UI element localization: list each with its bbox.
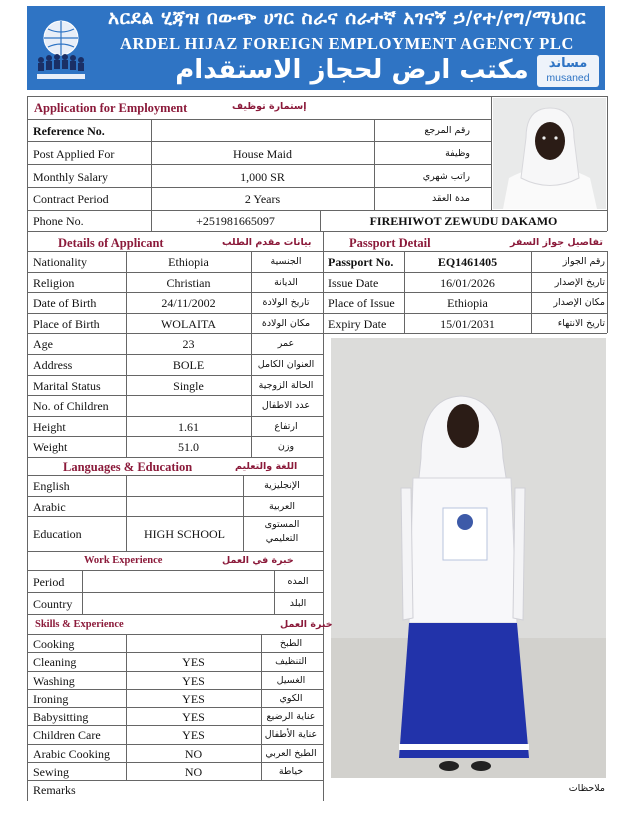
- agency-globe-logo-icon: [33, 14, 89, 82]
- skill-row-label-arabic: الطبخ: [279, 638, 303, 649]
- applicant-row-value: 24/11/2002: [161, 296, 216, 310]
- rule: [323, 313, 607, 314]
- contract-label: Contract Period: [33, 192, 109, 206]
- applicant-row-label: Place of Birth: [33, 317, 100, 331]
- education-value: HIGH SCHOOL: [144, 527, 225, 541]
- passport-section-title-arabic: تفاصيل جواز السفر: [510, 237, 603, 248]
- rule: [27, 689, 323, 690]
- passport-row-value: EQ1461405: [437, 255, 498, 269]
- rule: [27, 333, 323, 334]
- rule: [27, 762, 323, 763]
- applicant-row-label: No. of Children: [33, 399, 109, 413]
- arabic-label: Arabic: [33, 500, 66, 514]
- rule: [27, 475, 323, 476]
- rule: [27, 292, 323, 293]
- applicant-row-label: Religion: [33, 276, 75, 290]
- skill-row-value: YES: [182, 710, 205, 724]
- passport-row-label: Place of Issue: [328, 296, 395, 310]
- passport-row-value: Ethiopia: [447, 296, 488, 310]
- applicant-row-label-arabic: عدد الاطفال: [261, 400, 311, 411]
- education-label-arabic: المستوى: [264, 519, 300, 530]
- applicant-row-label: Date of Birth: [33, 296, 97, 310]
- rule: [27, 354, 323, 355]
- rule: [27, 231, 607, 232]
- country-label: Country: [33, 597, 73, 611]
- rule: [27, 671, 323, 672]
- rule: [27, 725, 323, 726]
- languages-section-title-arabic: اللغة والتعليم: [235, 461, 298, 472]
- applicant-row-label-arabic: الجنسية: [270, 256, 302, 267]
- applicant-row-value: Christian: [166, 276, 211, 290]
- skill-row-value: YES: [182, 728, 205, 742]
- skill-row-label-arabic: التنظيف: [275, 656, 307, 667]
- applicant-row-value: 51.0: [178, 440, 199, 454]
- post-label: Post Applied For: [33, 147, 115, 161]
- rule: [27, 496, 323, 497]
- skill-row-label-arabic: عناية الأطفال: [264, 729, 318, 740]
- passport-row-value: 16/01/2026: [440, 276, 495, 290]
- rule: [27, 457, 323, 458]
- applicant-row-label-arabic: الديانة: [274, 277, 298, 288]
- skill-row-label: Cleaning: [33, 655, 77, 669]
- applicant-row-value: 23: [182, 337, 195, 351]
- rule: [323, 272, 607, 273]
- post-value: House Maid: [233, 147, 292, 161]
- rule: [27, 744, 323, 745]
- rule: [323, 251, 607, 252]
- musaned-logo: [537, 55, 599, 87]
- applicant-full-body-photo: [331, 338, 606, 778]
- applicant-full-name: FIREHIWOT ZEWUDU DAKAMO: [369, 214, 558, 228]
- rule: [27, 780, 323, 781]
- skill-row-label: Sewing: [33, 765, 69, 779]
- passport-row-label-arabic: تاريخ الإصدار: [554, 277, 605, 288]
- remarks-label: Remarks: [33, 783, 76, 797]
- rule: [491, 96, 607, 97]
- applicant-row-label-arabic: تاريخ الولادة: [262, 297, 310, 308]
- rule: [27, 187, 491, 188]
- applicant-row-label: Address: [33, 358, 73, 372]
- skill-row-label-arabic: خياطة: [278, 766, 304, 777]
- languages-section-title: Languages & Education: [63, 460, 193, 474]
- skill-row-label-arabic: الكوي: [279, 693, 303, 704]
- education-label-arabic-line2: التعليمي: [265, 533, 299, 544]
- musaned-logo-english: musaned: [546, 72, 590, 84]
- application-title: Application for Employment: [34, 101, 188, 115]
- rule: [27, 416, 323, 417]
- agency-name-arabic: مكتب ارض لحجاز الاستقدام: [175, 55, 529, 85]
- applicant-row-label: Height: [33, 420, 66, 434]
- rule: [27, 551, 323, 552]
- skill-row-label-arabic: الطبخ العربي: [265, 748, 317, 759]
- skill-row-label: Ironing: [33, 692, 69, 706]
- passport-row-label-arabic: تاريخ الانتهاء: [557, 318, 605, 329]
- applicant-row-label-arabic: وزن: [277, 441, 295, 452]
- salary-label: Monthly Salary: [33, 170, 108, 184]
- applicant-row-label-arabic: ارتفاع: [274, 421, 298, 432]
- applicant-section-title: Details of Applicant: [58, 236, 164, 250]
- skill-row-value: YES: [182, 692, 205, 706]
- rule: [27, 313, 323, 314]
- phone-value: +251981665097: [196, 214, 275, 228]
- skill-row-label: Children Care: [33, 728, 101, 742]
- rule: [27, 119, 491, 120]
- period-label: Period: [33, 575, 65, 589]
- skill-row-value: YES: [182, 674, 205, 688]
- passport-section-title: Passport Detail: [349, 236, 431, 250]
- rule: [27, 210, 607, 211]
- rule: [27, 164, 491, 165]
- contract-label-arabic: مدة العقد: [432, 193, 470, 204]
- applicant-row-value: Single: [173, 379, 204, 393]
- rule: [27, 251, 323, 252]
- rule: [27, 141, 491, 142]
- applicant-row-label-arabic: الحالة الزوجية: [258, 380, 314, 391]
- passport-row-label: Expiry Date: [328, 317, 387, 331]
- applicant-row-label: Nationality: [33, 255, 87, 269]
- skill-row-label: Babysitting: [33, 710, 89, 724]
- rule: [27, 436, 323, 437]
- skill-row-label: Washing: [33, 674, 75, 688]
- experience-section-title: Work Experience: [84, 555, 163, 566]
- period-label-arabic: المده: [287, 576, 309, 587]
- skill-row-label: Cooking: [33, 637, 75, 651]
- rule: [27, 570, 323, 571]
- applicant-row-label: Weight: [33, 440, 68, 454]
- rule: [27, 652, 323, 653]
- english-label: English: [33, 479, 70, 493]
- skill-row-label-arabic: الغسيل: [276, 675, 306, 686]
- agency-header-banner: [27, 6, 605, 90]
- rule: [27, 614, 323, 615]
- experience-section-title-arabic: خبرة في العمل: [222, 555, 294, 566]
- agency-name-amharic: አርደል ሂጃዝ በውጭ ሀገር ስራና ሰራተኛ አገናኝ ኃ/የተ/የግ/ማህበር: [107, 7, 586, 29]
- skill-row-value: YES: [182, 655, 205, 669]
- applicant-row-value: WOLAITA: [160, 317, 217, 331]
- salary-value: 1,000 SR: [240, 170, 285, 184]
- rule: [491, 96, 492, 210]
- rule: [374, 119, 375, 210]
- rule: [607, 251, 608, 333]
- applicant-row-value: 1.61: [178, 420, 199, 434]
- applicant-row-label: Marital Status: [33, 379, 101, 393]
- passport-row-label: Issue Date: [328, 276, 379, 290]
- rule: [27, 96, 28, 801]
- applicant-row-label: Age: [33, 337, 53, 351]
- reference-label-arabic: رقم المرجع: [424, 125, 470, 136]
- applicant-headshot-photo: [493, 98, 606, 209]
- rule: [82, 570, 83, 614]
- passport-row-label-arabic: مكان الإصدار: [553, 297, 605, 308]
- applicant-row-label-arabic: مكان الولادة: [261, 318, 311, 329]
- contract-value: 2 Years: [244, 192, 281, 206]
- rule: [27, 395, 323, 396]
- rule: [27, 516, 323, 517]
- skills-section-title-arabic: خبرة العمل: [280, 619, 333, 630]
- rule: [27, 375, 323, 376]
- rule: [607, 96, 608, 231]
- agency-name-english: ARDEL HIJAZ FOREIGN EMPLOYMENT AGENCY PLC: [119, 34, 575, 53]
- reference-label: Reference No.: [33, 124, 105, 138]
- remarks-label-arabic: ملاحظات: [568, 783, 605, 794]
- rule: [323, 231, 324, 801]
- skill-row-label-arabic: عناية الرضيع: [266, 711, 316, 722]
- rule: [27, 707, 323, 708]
- rule: [323, 292, 607, 293]
- skill-row-value: NO: [184, 747, 203, 761]
- skill-row-value: NO: [184, 765, 203, 779]
- musaned-logo-arabic: مساند: [548, 56, 588, 71]
- passport-row-label-arabic: رقم الجواز: [562, 256, 605, 267]
- salary-label-arabic: راتب شهري: [422, 171, 470, 182]
- passport-row-label: Passport No.: [328, 255, 394, 269]
- phone-label: Phone No.: [33, 214, 84, 228]
- post-label-arabic: وظيفة: [445, 148, 470, 159]
- education-label: Education: [33, 527, 82, 541]
- country-label-arabic: البلد: [289, 598, 307, 609]
- rule: [27, 96, 491, 97]
- application-title-arabic: إستمارة توظيف: [232, 101, 307, 112]
- arabic-label-arabic: العربية: [269, 501, 295, 512]
- applicant-row-value: Ethiopia: [168, 255, 209, 269]
- applicant-row-label-arabic: عمر: [277, 338, 295, 349]
- english-label-arabic: الإنجليزية: [264, 480, 300, 491]
- applicant-row-value: BOLE: [172, 358, 205, 372]
- passport-row-value: 15/01/2031: [440, 317, 495, 331]
- rule: [27, 272, 323, 273]
- rule: [27, 634, 323, 635]
- applicant-row-label-arabic: العنوان الكامل: [257, 359, 315, 370]
- applicant-section-title-arabic: بيانات مقدم الطلب: [222, 237, 312, 248]
- skills-section-title: Skills & Experience: [35, 619, 124, 630]
- skill-row-label: Arabic Cooking: [33, 747, 110, 761]
- rule: [27, 592, 323, 593]
- rule: [323, 333, 607, 334]
